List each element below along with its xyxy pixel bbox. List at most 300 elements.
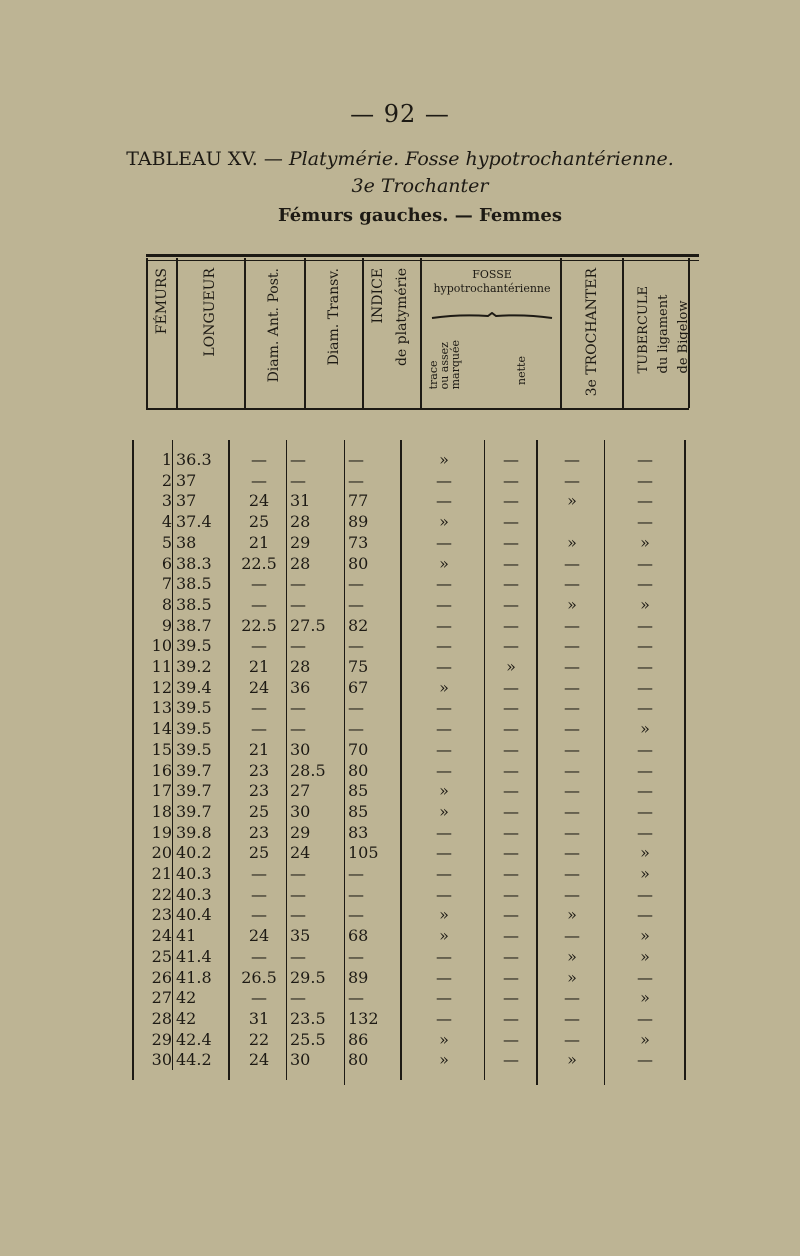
- cell-ap: 31: [248, 1008, 270, 1028]
- cell-tub: —: [637, 470, 653, 490]
- cell-tub: —: [637, 1050, 653, 1070]
- cell-tub: —: [637, 491, 653, 511]
- cell-troch: —: [564, 450, 580, 469]
- column-divider: [176, 258, 178, 408]
- cell-n: 8: [161, 594, 172, 614]
- cell-tub: »: [640, 719, 650, 739]
- cell-n: 25: [151, 946, 172, 966]
- cell-tr: —: [290, 988, 306, 1008]
- cell-troch: —: [564, 677, 580, 697]
- cell-tr: 28: [290, 512, 311, 532]
- cell-n: 2: [161, 470, 172, 490]
- cell-longueur: 38.7: [176, 615, 212, 635]
- cell-longueur: 39.8: [176, 822, 212, 842]
- cell-ap: 24: [248, 926, 270, 946]
- cell-ind: 82: [348, 615, 369, 635]
- cell-ap: —: [251, 884, 267, 904]
- cell-nette: —: [503, 615, 519, 635]
- cell-longueur: 41.4: [176, 946, 212, 966]
- table-title-italic: Platymérie. Fosse hypotrochantérienne.: [288, 148, 674, 170]
- cell-tub: »: [640, 594, 650, 614]
- cell-tub: »: [640, 843, 650, 863]
- header-fosse-sub: hypotrochantérienne: [433, 282, 551, 295]
- cell-nette: —: [503, 864, 519, 883]
- cell-ap: —: [251, 698, 267, 718]
- body-rule: [684, 440, 686, 1080]
- cell-troch: —: [564, 574, 580, 594]
- cell-nette: —: [503, 512, 519, 532]
- cell-tub: —: [637, 905, 653, 925]
- cell-ind: 70: [348, 739, 369, 759]
- cell-longueur: 38.5: [176, 574, 212, 594]
- cell-trace: —: [436, 946, 452, 966]
- header-trace: [428, 340, 461, 389]
- cell-ind: —: [348, 905, 364, 925]
- cell-tub: —: [637, 450, 653, 469]
- cell-tr: 28: [290, 553, 311, 573]
- cell-ap: 23: [248, 822, 270, 842]
- cell-nette: —: [503, 843, 519, 863]
- cell-n: 27: [151, 988, 172, 1008]
- cell-troch: —: [564, 801, 580, 821]
- cell-trace: —: [436, 594, 452, 614]
- cell-trace: »: [439, 450, 449, 469]
- cell-ap: —: [251, 719, 267, 739]
- cell-ind: —: [348, 719, 364, 739]
- cell-trace: —: [436, 657, 452, 676]
- cell-troch: »: [567, 594, 577, 614]
- cell-tr: —: [290, 636, 306, 656]
- cell-n: 26: [151, 967, 172, 987]
- cell-longueur: 40.4: [176, 905, 212, 925]
- cell-n: 5: [161, 532, 172, 552]
- cell-nette: —: [503, 781, 519, 801]
- cell-trace: —: [436, 719, 452, 739]
- cell-tub: —: [637, 677, 653, 697]
- cell-ap: 23: [248, 781, 270, 801]
- body-rule: [228, 440, 230, 1080]
- body-rule: [536, 440, 538, 1085]
- cell-n: 16: [151, 760, 172, 780]
- header-nette: nette: [515, 356, 528, 385]
- cell-tr: —: [290, 905, 306, 925]
- cell-tub: —: [637, 615, 653, 635]
- cell-ind: —: [348, 450, 364, 469]
- cell-nette: —: [503, 719, 519, 739]
- cell-ap: —: [251, 864, 267, 883]
- cell-ap: 21: [248, 532, 270, 552]
- cell-ind: —: [348, 636, 364, 656]
- column-divider: [560, 258, 562, 408]
- cell-tub: —: [637, 657, 653, 676]
- cell-nette: —: [503, 553, 519, 573]
- cell-trace: —: [436, 470, 452, 490]
- header-tubercule: [634, 286, 694, 373]
- cell-ind: 85: [348, 781, 369, 801]
- cell-trace: »: [439, 1029, 449, 1049]
- cell-ap: —: [251, 450, 267, 469]
- cell-tr: 27: [290, 781, 311, 801]
- cell-ind: 77: [348, 491, 369, 511]
- cell-nette: —: [503, 470, 519, 490]
- cell-nette: —: [503, 905, 519, 925]
- cell-troch: —: [564, 1029, 580, 1049]
- header-trace-1: trace: [427, 360, 440, 390]
- cell-ap: 22.5: [241, 553, 277, 573]
- cell-tub: —: [637, 967, 653, 987]
- body-rule: [484, 440, 485, 1080]
- cell-n: 4: [161, 512, 172, 532]
- cell-ap: —: [251, 470, 267, 490]
- cell-longueur: 37: [176, 470, 197, 490]
- header-trace-3: marquée: [449, 340, 462, 390]
- cell-trace: »: [439, 553, 449, 573]
- cell-tr: 30: [290, 1050, 311, 1070]
- cell-longueur: 39.5: [176, 719, 212, 739]
- cell-longueur: 38: [176, 532, 197, 552]
- header-tubercule-3: de Bigelow: [676, 300, 691, 374]
- cell-n: 22: [151, 884, 172, 904]
- cell-trace: »: [439, 677, 449, 697]
- header-fosse-title: FOSSE: [472, 268, 512, 281]
- cell-nette: —: [503, 884, 519, 904]
- header-tubercule-1: TUBERCULE: [636, 286, 651, 374]
- table-top-rule: [146, 254, 699, 257]
- cell-longueur: 39.7: [176, 781, 212, 801]
- cell-tr: —: [290, 594, 306, 614]
- cell-trace: —: [436, 884, 452, 904]
- table-title-line2: 3e Trochanter: [351, 175, 489, 197]
- header-diam-transv: Diam. Transv.: [326, 268, 342, 366]
- cell-tr: 23.5: [290, 1008, 326, 1028]
- cell-nette: —: [503, 946, 519, 966]
- cell-n: 11: [151, 657, 172, 676]
- cell-n: 7: [161, 574, 172, 594]
- cell-ind: —: [348, 884, 364, 904]
- cell-n: 28: [151, 1008, 172, 1028]
- cell-n: 18: [151, 801, 172, 821]
- cell-n: 14: [151, 719, 172, 739]
- cell-ind: —: [348, 594, 364, 614]
- cell-n: 10: [151, 636, 172, 656]
- cell-ap: 22.5: [241, 615, 277, 635]
- header-fosse: [424, 268, 560, 296]
- cell-trace: —: [436, 636, 452, 656]
- cell-n: 19: [151, 822, 172, 842]
- cell-trace: —: [436, 864, 452, 883]
- cell-longueur: 37: [176, 491, 197, 511]
- cell-n: 12: [151, 677, 172, 697]
- cell-ind: 86: [348, 1029, 369, 1049]
- cell-tr: 27.5: [290, 615, 326, 635]
- cell-ap: —: [251, 946, 267, 966]
- table-subtitle: Fémurs gauches. — Femmes: [278, 205, 562, 226]
- cell-tub: —: [637, 760, 653, 780]
- cell-ind: —: [348, 698, 364, 718]
- cell-tr: —: [290, 698, 306, 718]
- cell-longueur: 41: [176, 926, 197, 946]
- cell-longueur: 37.4: [176, 512, 212, 532]
- cell-trace: »: [439, 801, 449, 821]
- cell-trace: —: [436, 574, 452, 594]
- cell-nette: —: [503, 822, 519, 842]
- cell-longueur: 40.3: [176, 884, 212, 904]
- header-diam-ant-post: Diam. Ant. Post.: [266, 268, 282, 383]
- cell-tub: —: [637, 553, 653, 573]
- cell-nette: —: [503, 926, 519, 946]
- cell-n: 23: [151, 905, 172, 925]
- header-indice: INDICE: [370, 268, 386, 324]
- cell-troch: —: [564, 822, 580, 842]
- cell-longueur: 42: [176, 988, 197, 1008]
- cell-tr: 28.5: [290, 760, 326, 780]
- cell-tr: —: [290, 946, 306, 966]
- cell-ap: 25: [248, 843, 270, 863]
- cell-n: 17: [151, 781, 172, 801]
- cell-tr: 29: [290, 532, 311, 552]
- cell-n: 30: [151, 1050, 172, 1070]
- cell-tub: —: [637, 822, 653, 842]
- cell-ap: 21: [248, 739, 270, 759]
- cell-ap: 24: [248, 677, 270, 697]
- cell-nette: —: [503, 450, 519, 469]
- cell-tr: 30: [290, 739, 311, 759]
- cell-tub: »: [640, 532, 650, 552]
- cell-n: 6: [161, 553, 172, 573]
- cell-troch: —: [564, 739, 580, 759]
- page-number: — 92 —: [350, 100, 450, 128]
- cell-troch: »: [567, 491, 577, 511]
- cell-tr: —: [290, 470, 306, 490]
- cell-longueur: 40.3: [176, 864, 212, 883]
- cell-troch: —: [564, 926, 580, 946]
- cell-n: 20: [151, 843, 172, 863]
- cell-longueur: 36.3: [176, 450, 212, 469]
- cell-tub: —: [637, 574, 653, 594]
- cell-trace: —: [436, 822, 452, 842]
- cell-ind: 80: [348, 553, 369, 573]
- column-divider: [362, 258, 364, 408]
- cell-tr: 30: [290, 801, 311, 821]
- cell-nette: —: [503, 574, 519, 594]
- cell-tr: 25.5: [290, 1029, 326, 1049]
- cell-ind: 89: [348, 967, 369, 987]
- cell-nette: —: [503, 988, 519, 1008]
- cell-nette: —: [503, 594, 519, 614]
- column-divider: [304, 258, 306, 408]
- cell-ind: 68: [348, 926, 369, 946]
- cell-ind: 80: [348, 760, 369, 780]
- cell-trace: —: [436, 988, 452, 1008]
- cell-ind: —: [348, 864, 364, 883]
- column-divider: [244, 258, 246, 408]
- cell-trace: »: [439, 926, 449, 946]
- cell-ind: 105: [348, 843, 379, 863]
- cell-tub: —: [637, 781, 653, 801]
- cell-ap: 23: [248, 760, 270, 780]
- cell-nette: »: [506, 657, 516, 676]
- cell-tub: »: [640, 1029, 650, 1049]
- cell-trace: —: [436, 532, 452, 552]
- header-femurs: FÉMURS: [154, 268, 170, 335]
- cell-tub: —: [637, 698, 653, 718]
- cell-troch: —: [564, 553, 580, 573]
- cell-ap: 22: [248, 1029, 270, 1049]
- cell-troch: [540, 512, 604, 532]
- cell-tr: 29: [290, 822, 311, 842]
- header-bottom-rule: [146, 408, 689, 410]
- header-indice-sub: de platymérie: [394, 268, 410, 367]
- cell-ind: 132: [348, 1008, 379, 1028]
- cell-troch: »: [567, 967, 577, 987]
- cell-n: 3: [161, 491, 172, 511]
- cell-tub: —: [637, 636, 653, 656]
- cell-nette: —: [503, 739, 519, 759]
- cell-ap: —: [251, 905, 267, 925]
- cell-ap: 24: [248, 1050, 270, 1070]
- body-rule: [400, 440, 402, 1080]
- body-rule: [344, 440, 345, 1085]
- cell-nette: —: [503, 967, 519, 987]
- cell-nette: —: [503, 491, 519, 511]
- cell-ind: 73: [348, 532, 369, 552]
- cell-trace: —: [436, 760, 452, 780]
- cell-longueur: 39.4: [176, 677, 212, 697]
- cell-longueur: 39.7: [176, 760, 212, 780]
- cell-tub: »: [640, 864, 650, 883]
- cell-troch: —: [564, 615, 580, 635]
- cell-tub: »: [640, 926, 650, 946]
- cell-troch: —: [564, 636, 580, 656]
- cell-longueur: 39.7: [176, 801, 212, 821]
- header-longueur: LONGUEUR: [202, 268, 218, 357]
- cell-nette: —: [503, 636, 519, 656]
- cell-longueur: 44.2: [176, 1050, 212, 1070]
- cell-troch: —: [564, 470, 580, 490]
- cell-trace: —: [436, 843, 452, 863]
- cell-ind: 75: [348, 657, 369, 676]
- header-tubercule-2: du ligament: [656, 294, 671, 374]
- cell-ind: —: [348, 988, 364, 1008]
- cell-nette: —: [503, 760, 519, 780]
- cell-ap: —: [251, 594, 267, 614]
- header-trochanter: 3e TROCHANTER: [584, 268, 600, 397]
- cell-troch: —: [564, 698, 580, 718]
- cell-troch: »: [567, 532, 577, 552]
- cell-ap: 25: [248, 512, 270, 532]
- body-rule: [604, 440, 605, 1085]
- table-title: [0, 148, 800, 170]
- cell-longueur: 38.5: [176, 594, 212, 614]
- cell-nette: —: [503, 677, 519, 697]
- cell-tub: »: [640, 946, 650, 966]
- cell-ap: —: [251, 636, 267, 656]
- cell-n: 13: [151, 698, 172, 718]
- cell-ind: 85: [348, 801, 369, 821]
- cell-nette: —: [503, 698, 519, 718]
- cell-troch: —: [564, 760, 580, 780]
- column-divider: [622, 258, 624, 408]
- cell-tr: 31: [290, 491, 311, 511]
- cell-troch: »: [567, 905, 577, 925]
- cell-troch: —: [564, 988, 580, 1008]
- cell-n: 9: [161, 615, 172, 635]
- cell-troch: —: [564, 781, 580, 801]
- cell-n: 1: [161, 450, 172, 469]
- cell-trace: —: [436, 739, 452, 759]
- cell-ap: —: [251, 988, 267, 1008]
- cell-tr: —: [290, 864, 306, 883]
- cell-tr: —: [290, 574, 306, 594]
- cell-troch: —: [564, 843, 580, 863]
- cell-n: 24: [151, 926, 172, 946]
- cell-nette: —: [503, 801, 519, 821]
- column-divider: [146, 258, 148, 408]
- cell-tr: 35: [290, 926, 311, 946]
- cell-trace: —: [436, 1008, 452, 1028]
- cell-troch: —: [564, 657, 580, 676]
- cell-trace: »: [439, 905, 449, 925]
- cell-troch: —: [564, 884, 580, 904]
- brace-icon: [430, 312, 554, 320]
- header-trace-2: ou assez: [438, 342, 451, 390]
- cell-nette: —: [503, 1050, 519, 1070]
- cell-ind: 80: [348, 1050, 369, 1070]
- cell-n: 29: [151, 1029, 172, 1049]
- cell-tr: 24: [290, 843, 311, 863]
- cell-longueur: 39.5: [176, 636, 212, 656]
- cell-ap: 21: [248, 657, 270, 676]
- cell-troch: »: [567, 946, 577, 966]
- cell-ind: —: [348, 574, 364, 594]
- cell-tr: 36: [290, 677, 311, 697]
- cell-tub: —: [637, 1008, 653, 1028]
- cell-tr: 29.5: [290, 967, 326, 987]
- cell-ap: 24: [248, 491, 270, 511]
- table-title-prefix: TABLEAU XV. —: [126, 148, 283, 170]
- cell-longueur: 39.2: [176, 657, 212, 676]
- cell-ap: 25: [248, 801, 270, 821]
- cell-trace: »: [439, 781, 449, 801]
- cell-tub: »: [640, 988, 650, 1008]
- column-divider: [420, 258, 422, 408]
- cell-ind: 83: [348, 822, 369, 842]
- cell-troch: —: [564, 719, 580, 739]
- cell-trace: —: [436, 491, 452, 511]
- cell-longueur: 41.8: [176, 967, 212, 987]
- cell-trace: »: [439, 512, 449, 532]
- cell-longueur: 42: [176, 1008, 197, 1028]
- cell-longueur: 38.3: [176, 553, 212, 573]
- cell-tr: 28: [290, 657, 311, 676]
- cell-nette: —: [503, 1008, 519, 1028]
- cell-ap: —: [251, 574, 267, 594]
- cell-tub: —: [637, 884, 653, 904]
- cell-tr: —: [290, 719, 306, 739]
- cell-n: 21: [151, 864, 172, 883]
- cell-troch: —: [564, 864, 580, 883]
- cell-longueur: 39.5: [176, 739, 212, 759]
- cell-tr: —: [290, 450, 306, 469]
- cell-nette: —: [503, 1029, 519, 1049]
- cell-longueur: 40.2: [176, 843, 212, 863]
- cell-longueur: 39.5: [176, 698, 212, 718]
- cell-ind: 67: [348, 677, 369, 697]
- cell-ind: —: [348, 470, 364, 490]
- cell-n: 15: [151, 739, 172, 759]
- cell-trace: —: [436, 615, 452, 635]
- cell-tr: —: [290, 884, 306, 904]
